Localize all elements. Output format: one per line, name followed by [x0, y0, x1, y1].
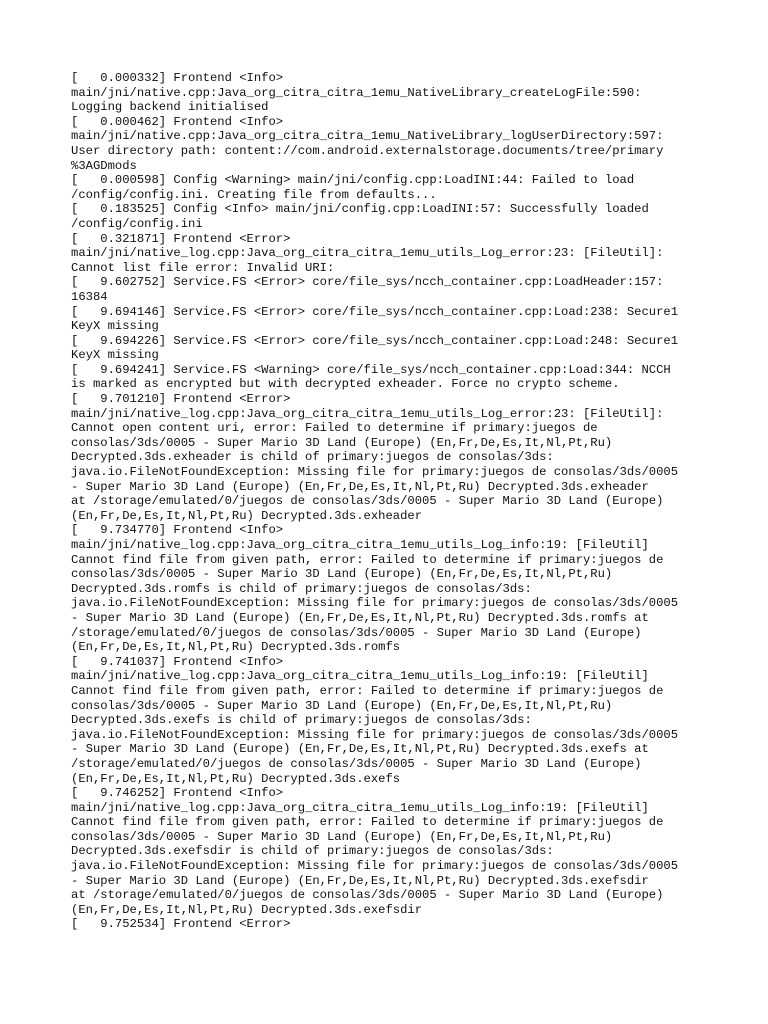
log-line: - Super Mario 3D Land (Europe) (En,Fr,De,Es,It,Nl,Pt,Ru) Decrypted.3ds.romfs at [71, 610, 649, 625]
log-line: (En,Fr,De,Es,It,Nl,Pt,Ru) Decrypted.3ds.exefs [71, 771, 401, 786]
log-line: - Super Mario 3D Land (Europe) (En,Fr,De,Es,It,Nl,Pt,Ru) Decrypted.3ds.exefsdir [71, 873, 649, 888]
log-line: [ 0.000598] Config <Warning> main/jni/config.cpp:LoadINI:44: Failed to load [71, 173, 635, 188]
log-line: [ 9.694226] Service.FS <Error> core/file_sys/ncch_container.cpp:Load:248: Secure1 [71, 333, 679, 348]
log-line: (En,Fr,De,Es,It,Nl,Pt,Ru) Decrypted.3ds.exefsdir [71, 902, 423, 917]
log-line: Decrypted.3ds.exefs is child of primary:juegos de consolas/3ds: [71, 713, 532, 728]
log-line: consolas/3ds/0005 - Super Mario 3D Land (Europe) (En,Fr,De,Es,It,Nl,Pt,Ru) [71, 435, 613, 450]
log-line: - Super Mario 3D Land (Europe) (En,Fr,De,Es,It,Nl,Pt,Ru) Decrypted.3ds.exheader [71, 479, 649, 494]
log-line: [ 9.741037] Frontend <Info> [71, 654, 284, 669]
log-line: main/jni/native_log.cpp:Java_org_citra_citra_1emu_utils_Log_info:19: [FileUtil] [71, 800, 649, 815]
log-line: /storage/emulated/0/juegos de consolas/3ds/0005 - Super Mario 3D Land (Europe) [71, 625, 642, 640]
log-line: consolas/3ds/0005 - Super Mario 3D Land (Europe) (En,Fr,De,Es,It,Nl,Pt,Ru) [71, 829, 613, 844]
log-line: Cannot list file error: Invalid URI: [71, 260, 335, 275]
log-document [71, 71, 711, 932]
log-line: consolas/3ds/0005 - Super Mario 3D Land (Europe) (En,Fr,De,Es,It,Nl,Pt,Ru) [71, 567, 613, 582]
log-line: Cannot find file from given path, error: Failed to determine if primary:juegos de [71, 552, 664, 567]
log-line: java.io.FileNotFoundException: Missing file for primary:juegos de consolas/3ds/0005 [71, 727, 679, 742]
log-line: [ 0.321871] Frontend <Error> [71, 231, 291, 246]
log-line: Logging backend initialised [71, 100, 269, 115]
log-line: is marked as encrypted but with decrypted exheader. Force no crypto scheme. [71, 377, 620, 392]
log-line: main/jni/native_log.cpp:Java_org_citra_citra_1emu_utils_Log_info:19: [FileUtil] [71, 538, 649, 552]
log-line: at /storage/emulated/0/juegos de consolas/3ds/0005 - Super Mario 3D Land (Europe) [71, 888, 664, 903]
log-line: [ 9.694241] Service.FS <Warning> core/file_sys/ncch_container.cpp:Load:344: NCCH [71, 362, 671, 377]
log-line: [ 9.694146] Service.FS <Error> core/file_sys/ncch_container.cpp:Load:238: Secure1 [71, 304, 679, 319]
log-line: [ 0.000462] Frontend <Info> [71, 114, 284, 129]
log-line: java.io.FileNotFoundException: Missing file for primary:juegos de consolas/3ds/0005 [71, 465, 679, 480]
log-line: Decrypted.3ds.romfs is child of primary:juegos de consolas/3ds: [71, 581, 532, 596]
log-line: Cannot find file from given path, error: Failed to determine if primary:juegos de [71, 683, 664, 698]
log-line: [ 9.701210] Frontend <Error> [71, 392, 291, 407]
log-line: KeyX missing [71, 319, 159, 334]
log-line: /config/config.ini. Creating file from defaults... [71, 187, 437, 202]
log-line: main/jni/native_log.cpp:Java_org_citra_citra_1emu_utils_Log_error:23: [FileUtil]: [71, 406, 664, 421]
log-line: main/jni/native.cpp:Java_org_citra_citra_1emu_NativeLibrary_logUserDirectory:597: [71, 129, 664, 144]
log-line: KeyX missing [71, 348, 159, 363]
log-line: java.io.FileNotFoundException: Missing file for primary:juegos de consolas/3ds/0005 [71, 596, 679, 611]
log-line: Cannot open content uri, error: Failed to determine if primary:juegos de [71, 421, 598, 436]
log-line: main/jni/native_log.cpp:Java_org_citra_citra_1emu_utils_Log_error:23: [FileUtil]: [71, 246, 664, 261]
log-line: [ 9.602752] Service.FS <Error> core/file_sys/ncch_container.cpp:LoadHeader:157: [71, 275, 664, 290]
log-line: java.io.FileNotFoundException: Missing file for primary:juegos de consolas/3ds/0005 [71, 859, 679, 874]
log-line: consolas/3ds/0005 - Super Mario 3D Land (Europe) (En,Fr,De,Es,It,Nl,Pt,Ru) [71, 698, 613, 713]
log-line: [ 9.752534] Frontend <Error> [71, 917, 291, 932]
log-line: Decrypted.3ds.exheader is child of primary:juegos de consolas/3ds: [71, 450, 554, 465]
log-line: (En,Fr,De,Es,It,Nl,Pt,Ru) Decrypted.3ds.exheader [71, 508, 423, 523]
log-line: [ 0.183525] Config <Info> main/jni/config.cpp:LoadINI:57: Successfully loaded [71, 202, 649, 217]
log-line: [ 9.734770] Frontend <Info> [71, 523, 284, 538]
log-line: /storage/emulated/0/juegos de consolas/3ds/0005 - Super Mario 3D Land (Europe) [71, 756, 642, 771]
log-line: main/jni/native.cpp:Java_org_citra_citra_1emu_NativeLibrary_createLogFile:590: [71, 85, 642, 100]
log-line: /config/config.ini [71, 216, 203, 231]
log-line: User directory path: content://com.android.externalstorage.documents/tree/primary [71, 143, 664, 158]
log-line: [ 9.746252] Frontend <Info> [71, 786, 284, 801]
log-line: %3AGDmods [71, 158, 137, 173]
log-line: (En,Fr,De,Es,It,Nl,Pt,Ru) Decrypted.3ds.romfs [71, 640, 401, 655]
log-line: at /storage/emulated/0/juegos de consolas/3ds/0005 - Super Mario 3D Land (Europe) [71, 494, 664, 509]
log-line: main/jni/native_log.cpp:Java_org_citra_citra_1emu_utils_Log_info:19: [FileUtil] [71, 669, 649, 684]
log-line: Cannot find file from given path, error: Failed to determine if primary:juegos de [71, 815, 664, 830]
log-line: - Super Mario 3D Land (Europe) (En,Fr,De,Es,It,Nl,Pt,Ru) Decrypted.3ds.exefs at [71, 742, 649, 757]
log-line: Decrypted.3ds.exefsdir is child of primary:juegos de consolas/3ds: [71, 844, 554, 859]
log-line: 16384 [71, 289, 108, 304]
log-line: [ 0.000332] Frontend <Info> [71, 71, 284, 85]
